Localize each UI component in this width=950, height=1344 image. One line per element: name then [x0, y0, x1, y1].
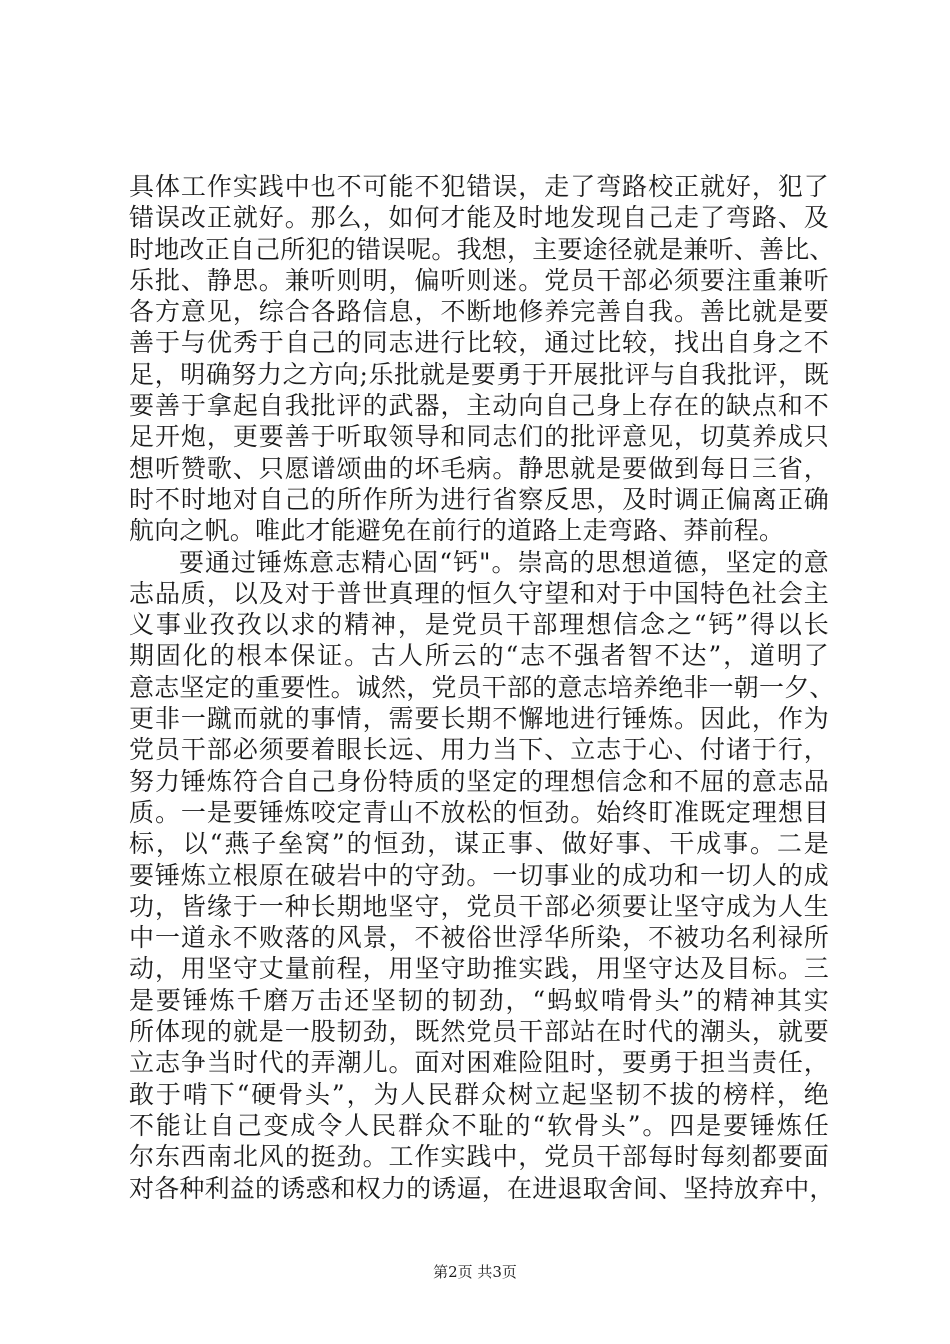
text-line: 所体现的就是一股韧劲，既然党员干部站在时代的潮头，就要 [129, 1017, 829, 1047]
text-line: 意志坚定的重要性。诚然，党员干部的意志培养绝非一朝一夕、 [129, 672, 835, 702]
text-line: 动，用坚守丈量前程，用坚守助推实践，用坚守达及目标。三 [129, 954, 829, 984]
text-line: 时不时地对自己的所作所为进行省察反思，及时调正偏离正确 [129, 484, 829, 514]
text-line: 标，以“燕子垒窝”的恒劲，谋正事、做好事、干成事。二是 [129, 829, 829, 859]
text-line: 对各种利益的诱惑和权力的诱逼，在进退取舍间、坚持放弃中， [129, 1173, 835, 1203]
text-line: 具体工作实践中也不可能不犯错误，走了弯路校正就好，犯了 [129, 172, 829, 201]
text-line: 功，皆缘于一种长期地坚守，党员干部必须要让坚守成为人生 [129, 891, 829, 921]
text-line: 航向之帆。唯此才能避免在前行的道路上走弯路、莽前程。 [129, 516, 785, 546]
text-line: 善于与优秀于自己的同志进行比较，通过比较，找出自身之不 [129, 328, 829, 358]
text-line: 各方意见，综合各路信息，不断地修养完善自我。善比就是要 [129, 297, 829, 327]
text-line: 志品质，以及对于普世真理的恒久守望和对于中国特色社会主 [129, 578, 829, 608]
text-line: 党员干部必须要着眼长远、用力当下、立志于心、付诸于行， [129, 735, 829, 765]
text-line: 更非一蹴而就的事情，需要长期不懈地进行锤炼。因此，作为 [129, 704, 829, 734]
text-line: 要锤炼立根原在破岩中的守劲。一切事业的成功和一切人的成 [129, 860, 829, 890]
text-line: 错误改正就好。那么，如何才能及时地发现自己走了弯路、及 [129, 203, 829, 233]
text-line: 要通过锤炼意志精心固“钙"。崇高的思想道德，坚定的意 [179, 547, 829, 577]
body-text [129, 171, 835, 1204]
text-line: 敢于啃下“硬骨头”，为人民群众树立起坚韧不拔的榜样，绝 [129, 1079, 829, 1109]
text-line: 期固化的根本保证。古人所云的“志不强者智不达”，道明了 [129, 641, 829, 671]
text-line: 要善于拿起自我批评的武器，主动向自己身上存在的缺点和不 [129, 391, 829, 421]
text-line: 努力锤炼符合自己身份特质的坚定的理想信念和不屈的意志品 [129, 766, 829, 796]
text-line: 足开炮，更要善于听取领导和同志们的批评意见，切莫养成只 [129, 422, 829, 452]
text-line: 时地改正自己所犯的错误呢。我想，主要途径就是兼听、善比、 [129, 234, 835, 264]
text-line: 尔东西南北风的挺劲。工作实践中，党员干部每时每刻都要面 [129, 1142, 829, 1172]
text-line: 足，明确努力之方向;乐批就是要勇于开展批评与自我批评，既 [129, 359, 829, 389]
text-line: 立志争当时代的弄潮儿。面对困难险阻时，要勇于担当责任， [129, 1048, 829, 1078]
text-line: 中一道永不败落的风景，不被俗世浮华所染，不被功名利禄所 [129, 923, 829, 953]
page-footer: 第2页 共3页 [433, 1263, 517, 1281]
text-line: 乐批、静思。兼听则明，偏听则迷。党员干部必须要注重兼听 [129, 265, 829, 295]
text-line: 是要锤炼千磨万击还坚韧的韧劲，“蚂蚁啃骨头”的精神其实 [129, 985, 829, 1015]
text-line: 不能让自己变成令人民群众不耻的“软骨头”。四是要锤炼任 [129, 1110, 829, 1140]
text-line: 义事业孜孜以求的精神，是党员干部理想信念之“钙”得以长 [129, 610, 829, 640]
text-line: 想听赞歌、只愿谱颂曲的坏毛病。静思就是要做到每日三省， [129, 453, 829, 483]
text-line: 质。一是要锤炼咬定青山不放松的恒劲。始终盯准既定理想目 [129, 797, 829, 827]
